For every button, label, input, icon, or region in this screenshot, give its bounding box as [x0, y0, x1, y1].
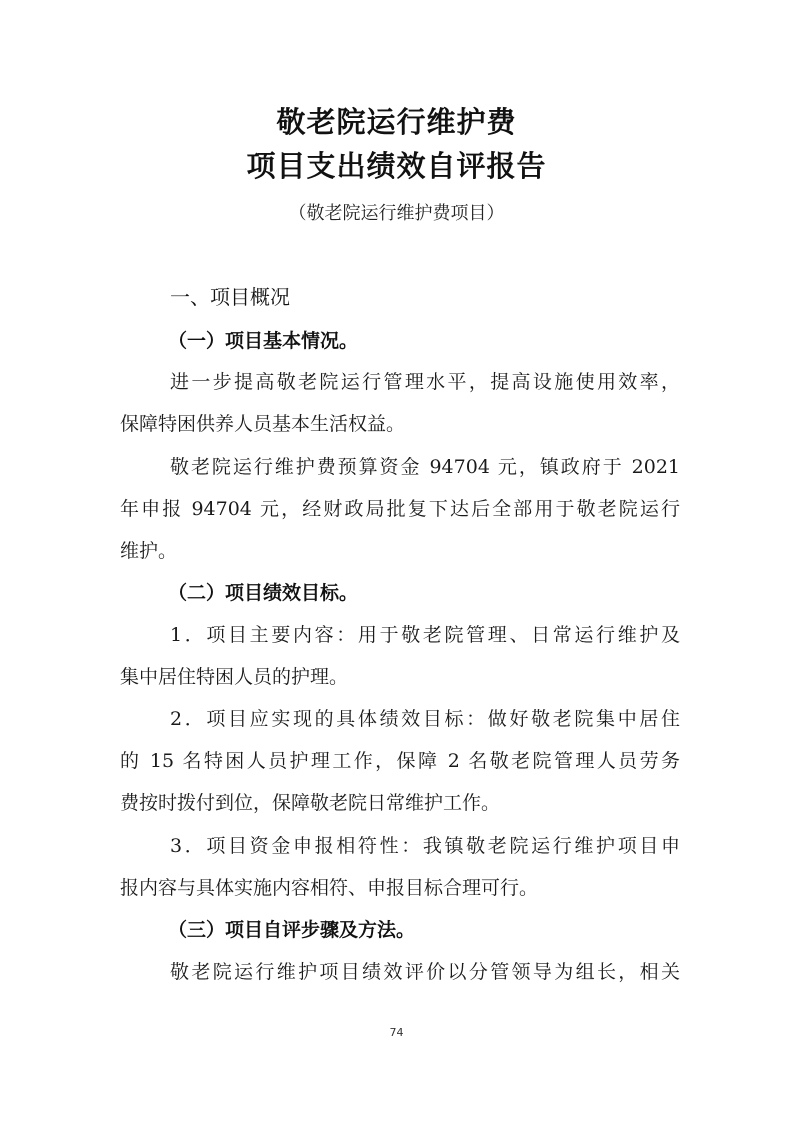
paragraph-line: 敬老院运行维护费预算资金 94704 元，镇政府于 2021: [170, 456, 680, 478]
document-subtitle: （敬老院运行维护费项目）: [288, 203, 505, 224]
subsection-heading-evaluation-steps: （三）项目自评步骤及方法。: [168, 919, 416, 941]
section-heading-overview: 一、项目概况: [170, 285, 290, 309]
paragraph-line: 费按时拨付到位，保障敬老院日常维护工作。: [120, 792, 501, 814]
subsection-heading-performance-goals: （二）项目绩效目标。: [168, 582, 359, 604]
paragraph-line: 1．项目主要内容：用于敬老院管理、日常运行维护及: [170, 624, 680, 646]
document-title-line-1: 敬老院运行维护费: [276, 105, 517, 139]
paragraph-line: 3．项目资金申报相符性：我镇敬老院运行维护项目申: [170, 835, 680, 857]
paragraph-line: 年申报 94704 元，经财政局批复下达后全部用于敬老院运行: [120, 498, 680, 520]
document-title-line-2: 项目支出绩效自评报告: [246, 149, 547, 183]
subsection-heading-basic-info: （一）项目基本情况。: [168, 330, 359, 352]
paragraph-line: 维护。: [120, 540, 178, 562]
paragraph-line: 进一步提高敬老院运行管理水平，提高设施使用效率，: [170, 371, 680, 393]
paragraph-line: 集中居住特困人员的护理。: [120, 666, 349, 688]
paragraph-line: 报内容与具体实施内容相符、申报目标合理可行。: [120, 877, 539, 899]
paragraph-line: 的 15 名特困人员护理工作，保障 2 名敬老院管理人员劳务: [120, 750, 680, 772]
page-number: 74: [389, 1026, 404, 1039]
paragraph-line: 2．项目应实现的具体绩效目标：做好敬老院集中居住: [170, 708, 680, 730]
paragraph-line: 保障特困供养人员基本生活权益。: [120, 413, 406, 435]
paragraph-line: 敬老院运行维护项目绩效评价以分管领导为组长，相关: [170, 961, 680, 983]
